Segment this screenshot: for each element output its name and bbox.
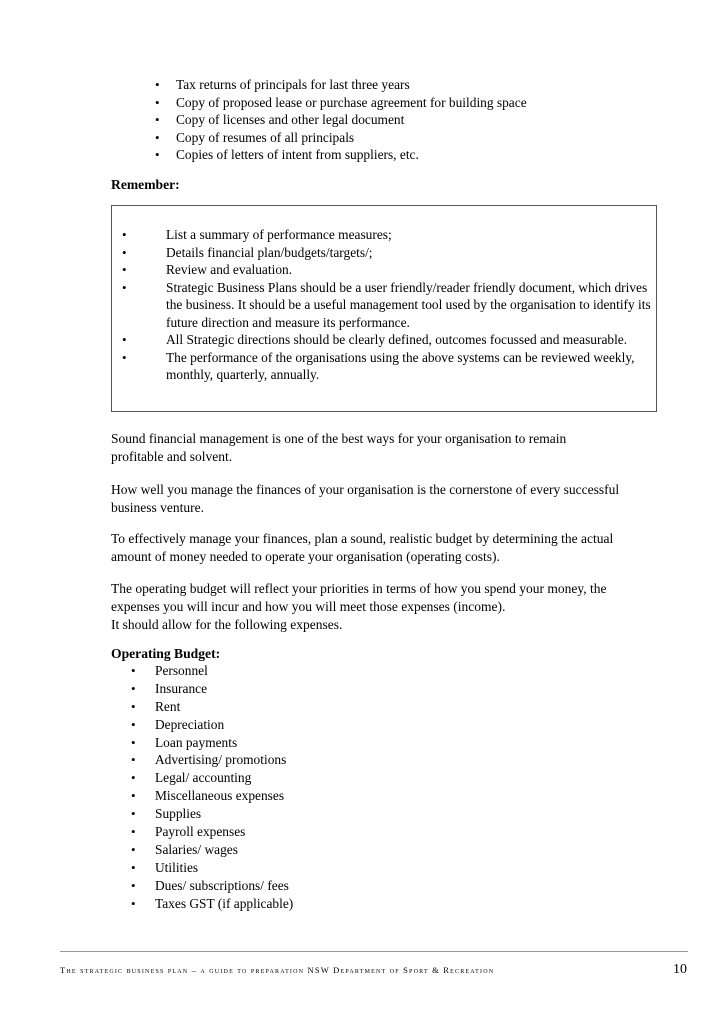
list-item: • Taxes GST (if applicable) <box>131 895 294 911</box>
bullet-icon: • <box>155 94 160 110</box>
list-item: • Salaries/ wages <box>131 841 238 857</box>
list-item: • Review and evaluation. <box>122 262 293 277</box>
bullet-icon: • <box>131 824 136 840</box>
list-item: • Supplies <box>131 806 202 822</box>
list-item: • Advertising/ promotions <box>131 752 287 768</box>
bullet-icon: • <box>122 244 127 260</box>
bullet-icon: • <box>122 279 127 295</box>
list-item: • Copies of letters of intent from suppliers, etc. <box>155 147 419 162</box>
required-documents-list <box>155 76 675 164</box>
list-item: • Utilities <box>131 859 199 875</box>
bullet-icon: • <box>122 332 127 347</box>
remember-heading: Remember: <box>111 177 180 192</box>
list-item: • Insurance <box>131 680 208 696</box>
list-item: • Copy of licenses and other legal document <box>155 112 405 127</box>
footer-title: The strategic business plan – a guide to preparation NSW Department of Sport & Recreation <box>60 965 495 975</box>
list-item: • Tax returns of principals for last three years <box>155 77 410 92</box>
paragraph-budget-planning: To effectively manage your finances, plan a sound, realistic budget by determining the actual amount of money needed to operate your organisation (operating costs). <box>111 531 614 564</box>
bullet-icon: • <box>155 77 160 92</box>
bullet-icon: • <box>122 227 127 242</box>
operating-budget-heading: Operating Budget: <box>111 646 221 661</box>
bullet-icon: • <box>122 262 127 277</box>
list-item: • Miscellaneous expenses <box>131 788 285 804</box>
operating-budget-list <box>131 662 431 912</box>
bullet-icon: • <box>131 770 136 786</box>
paragraph-cornerstone: How well you manage the finances of your organisation is the cornerstone of every successful business venture. <box>111 482 620 515</box>
page-number: 10 <box>673 962 687 977</box>
list-item: • Copy of resumes of all principals <box>155 129 355 145</box>
remember-list <box>119 226 654 384</box>
list-item: • Depreciation <box>131 716 225 732</box>
paragraph-financial-management: Sound financial management is one of the best ways for your organisation to remain profitable and solvent. <box>111 431 567 464</box>
list-item: • Strategic Business Plans should be a user friendly/reader friendly document, which drives the business. It should be a useful management tool used by the organisation to identify its future direction and measure its performance. <box>122 279 651 330</box>
bullet-icon: • <box>131 877 136 893</box>
list-item: • Details financial plan/budgets/targets/; <box>122 244 373 260</box>
list-item: • All Strategic directions should be clearly defined, outcomes focussed and measurable. <box>122 332 628 347</box>
bullet-icon: • <box>131 859 136 875</box>
list-item: • Personnel <box>131 663 208 678</box>
bullet-icon: • <box>131 698 136 714</box>
bullet-icon: • <box>131 806 136 822</box>
list-item: • Payroll expenses <box>131 824 246 840</box>
list-item: • Dues/ subscriptions/ fees <box>131 877 289 893</box>
footer-divider <box>60 951 688 952</box>
list-item: • The performance of the organisations using the above systems can be reviewed weekly, monthly, quarterly, annually. <box>122 349 635 382</box>
list-item: • List a summary of performance measures; <box>122 227 392 242</box>
bullet-icon: • <box>131 788 136 804</box>
bullet-icon: • <box>131 752 136 768</box>
bullet-icon: • <box>131 895 136 911</box>
bullet-icon: • <box>131 841 136 857</box>
list-item: • Copy of proposed lease or purchase agreement for building space <box>155 94 527 110</box>
bullet-icon: • <box>131 680 136 696</box>
bullet-icon: • <box>131 663 136 678</box>
list-item: • Rent <box>131 698 181 714</box>
paragraph-operating-budget: The operating budget will reflect your priorities in terms of how you spend your money, the expenses you will incur and how you will meet those expenses (income). It should allow for the following expenses. <box>111 581 607 632</box>
remember-box <box>111 205 657 412</box>
list-item: • Loan payments <box>131 734 238 750</box>
bullet-icon: • <box>122 349 127 365</box>
bullet-icon: • <box>155 112 160 127</box>
bullet-icon: • <box>155 129 160 145</box>
bullet-icon: • <box>155 147 160 162</box>
bullet-icon: • <box>131 716 136 732</box>
list-item: • Legal/ accounting <box>131 770 252 786</box>
bullet-icon: • <box>131 734 136 750</box>
